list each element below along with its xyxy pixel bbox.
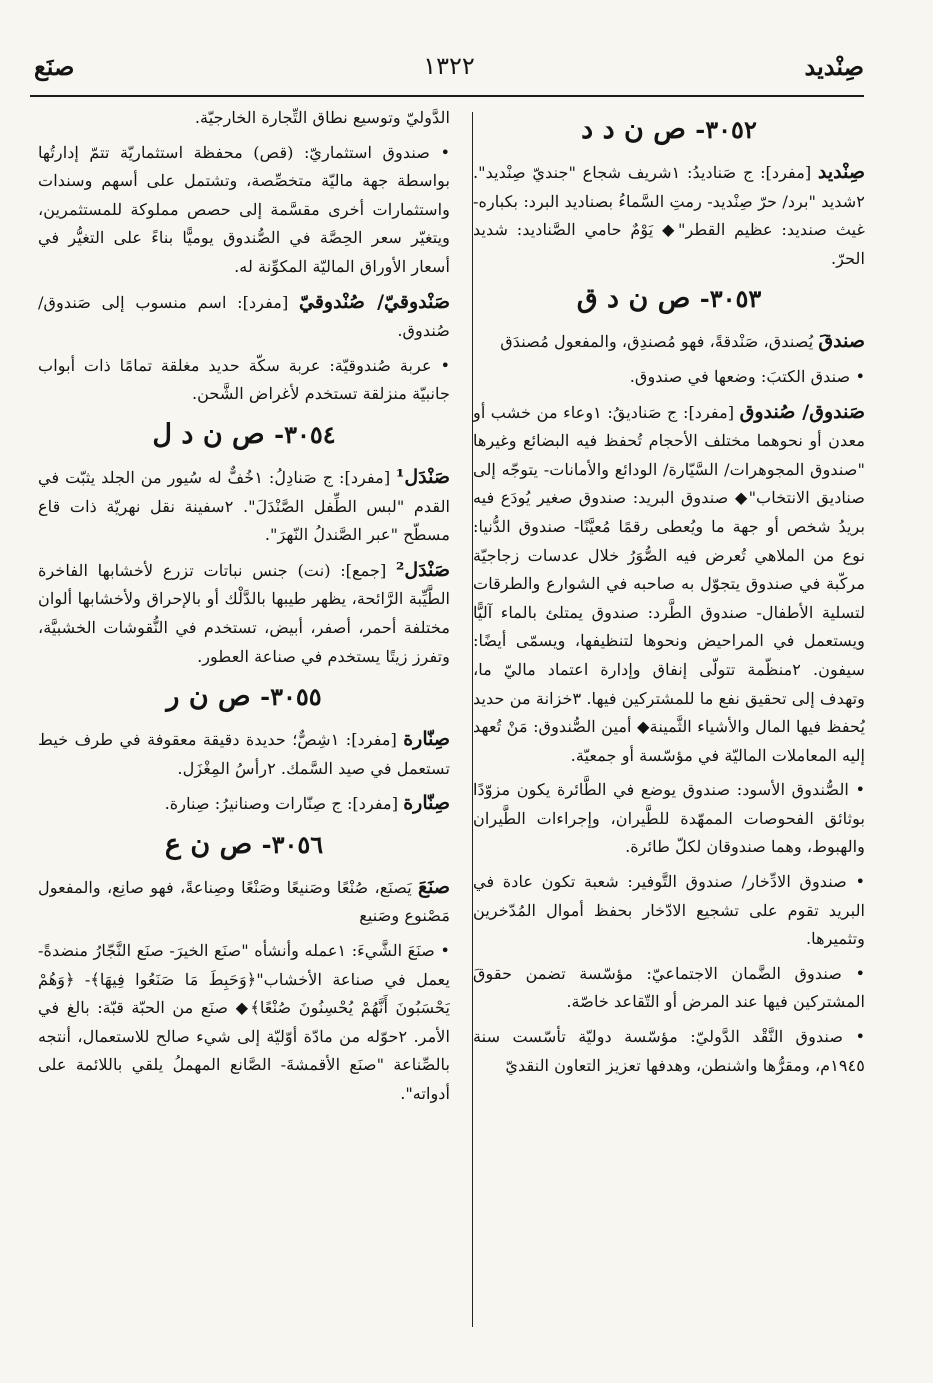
root-letters: ص ن د د [581, 114, 686, 145]
dictionary-entry [38, 288, 450, 346]
root-letters: ص ن د ل [152, 418, 265, 450]
root-number: ٣٠٥٢- [695, 115, 757, 144]
entry-definition: يُصندق، صَنْدقةً، فهو مُصندِق، والمفعول مُصندَق [500, 332, 819, 352]
root-letters: ص ن د ق [576, 283, 691, 315]
entry-definition: [مفرد]: ج صَناديقُ: ١وعاء من خشب أو معدن أو نحوهما مختلف الأحجام تُحفظ فيه البضائع وغيرها "صندوق المجوهرات/ السَّيّارة/ الودائع والأمانات- يتوجّه إلى صناديق الانتخاب"◆ صندوق البريد: صندوق صغير يُودَع فيه بريدُ شخص أو جهة ما ويُعطى رقمًا مُعيَّنًا- صندوق الدُّنيا: نوع من الملاهي تُعرض فيه الصُّوَرُ خلال عدسات زجاجيّة مركّبة في صندوق يتجوّل به صاحبه في الشوارع والطرقات لتسلية الأطفال- صندوق الطَّرد: صندوق يمتلئ بالماء آليًّا ويستعمل في المراحيض ونحوها لتنظيفها، ويسمّى أيضًا: سيفون. ٢منظّمة تتولّى إنفاق وإدارة اعتماد ماليّ ما، وتهدف إلى تحقيق نفع ما للمشتركين فيها. ٣خزانة من حديد يُحفظ فيها المال والأشياء الثَّمينة◆ أمين الصُّندوق: مَنْ تُعهد إليه المعاملات الماليّة في مؤسّسة أو جمعيّة. [473, 402, 865, 765]
entry-definition: [مفرد]: ج صِنّارات وصنانيرُ: صِنارة. [164, 794, 404, 814]
sub-entry: • صندوق الادِّخار/ صندوق التَّوفير: شعبة تكون عادة في البريد تقوم على تشجيع الادّخار بحفظ أموال المُدّخرين وتثميرها. [473, 872, 865, 949]
sub-entry: • عربة صُندوقيّة: عربة سكّة حديد مغلقة تمامًا ذات أبواب جانبيّة منزلقة تستخدم لأغراض الشَّحن. [38, 355, 450, 404]
root-letters: ص ن ر [166, 681, 251, 713]
dictionary-entry [38, 463, 450, 550]
entry-definition: [مفرد]: ١شِصٌّ؛ حديدة دقيقة معقوفة في طرف خيط تستعمل في صيد السَّمك. ٢رأسُ المِغْزَل. [38, 730, 450, 778]
root-heading [38, 827, 450, 863]
root-number: ٣٠٥٥- [260, 682, 322, 712]
entry-headword: صَنْدَل² [396, 558, 450, 581]
sub-entry: • صندوق استثماريّ: (قص) محفظة استثماريّة تتمّ إدارتُها بواسطة جهة ماليّة متخصِّصة، وتشتمل على أسهم وسندات واستثمارات أخرى مقسَّمة إلى حصص مملوكة للمستثمرين، ويتغيّر سعر الحِصَّة في الصُّندوق يوميًّا بناءً على التغيُّر في أسعار الأوراق الماليّة المكوِّنة له. [38, 142, 450, 276]
dictionary-entry [38, 789, 450, 819]
entry-headword: صنَعَ [418, 875, 450, 898]
running-headword-first: صِنْديد [804, 52, 864, 81]
dictionary-entry [38, 873, 450, 931]
dictionary-entry [473, 398, 865, 771]
entry-headword: صِنْديد [817, 161, 865, 183]
root-heading [38, 679, 450, 715]
left-column [38, 104, 450, 1115]
entry-headword: صَندوق/ صُندوق [739, 400, 865, 423]
entry-headword: صَنْدَل¹ [396, 465, 450, 488]
page-number: ١٣٢٢ [423, 52, 475, 80]
sub-entry: • صنَعَ الشَّيءَ: ١عمله وأنشأه "صنَع الخيرَ- صنَع النَّجّارُ منضدةً- يعمل في صناعة الأخشاب"﴿وَحَبِطَ مَا صَنَعُوا فِيهَا﴾- ﴿وَهُمْ يَحْسَبُونَ أَنَّهُمْ يُحْسِنُونَ صُنْعًا﴾◆ صنَع من الحبّة قبّة: بالغ في الأمر. ٢حوّله من مادّة أوّليّة إلى شيء صالح للاستعمال، أنتجه بالصِّناعة "صنَع الأقمشةَ- الصَّانع المهملُ يلقي باللائمة على أدواته". [38, 941, 451, 1104]
right-column [473, 104, 865, 1086]
root-heading [38, 417, 450, 453]
root-number: ٣٠٥٤- [274, 419, 336, 449]
root-number: ٣٠٥٣- [699, 284, 762, 314]
entry-definition: [مفرد]: ج صَناديدُ: ١شريف شجاع "جنديّ صِنْديد". ٢شديد "برد/ حرّ صِنْديد- رمتِ السَّماءُ بصناديد البرد: بكباره- غيث صنديد: عظيم القطر"◆ يَوْمٌ حامي الصَّناديد: شديد الحرّ. [473, 163, 865, 268]
dictionary-entry [473, 158, 865, 273]
sub-entry: • صندوق النَّقْد الدَّوليّ: مؤسّسة دوليّة تأسّست سنة ١٩٤٥م، ومقرُّها واشنطن، وهدفها تعزيز التعاون النقديّ [473, 1027, 865, 1075]
sub-entry: • صندق الكتبَ: وضعها في صندوق. [629, 366, 865, 386]
root-heading [473, 112, 865, 148]
entry-headword: صَنْدوقيّ/ صُنْدوقيّ [299, 290, 450, 313]
entry-definition: يَصنَع، صُنْعًا وصَنيعًا وصَنْعًا وصِناعةً، فهو صانِع، والمفعول مَصْنوع وصَنيع [38, 877, 450, 926]
dictionary-entry [38, 556, 450, 671]
sub-entry: • الصُّندوق الأسود: صندوق يوضع في الطَّائرة يكون مزوّدًا بوثائق الفحوصات الممهّدة للطَّيران، وإجراءات الطَّيران والهبوط، وهما صندوقان لكلّ طائرة. [473, 780, 865, 857]
entry-headword: صِنّارة [403, 792, 450, 815]
dictionary-entry [38, 725, 450, 783]
root-number: ٣٠٥٦- [261, 829, 324, 859]
dictionary-entry [473, 327, 865, 357]
entry-headword: صندقَ [818, 330, 865, 353]
entry-definition: [مفرد]: اسم منسوب إلى صَندوق/ صُندوق. [38, 292, 450, 341]
root-heading [473, 281, 865, 317]
root-letters: ص ن ع [164, 828, 253, 860]
entry-continuation: الدَّوليّ وتوسيع نطاق التِّجارة الخارجيّة. [194, 108, 450, 127]
sub-entry: • صندوق الضَّمان الاجتماعيّ: مؤسّسة تضمن حقوقَ المشتركين فيها عند المرض أو التّقاعد خاصّة. [473, 963, 865, 1012]
running-headword-last: صنَع [34, 52, 75, 81]
entry-headword: صِنّارة [403, 728, 450, 751]
header-rule [30, 95, 864, 97]
entry-definition: [جمع]: (نت) جنس نباتات تزرع لأخشابها الفاخرة الطَّيِّبة الرَّائحة، يظهر طيبها بالدَّلْك أو بالإحراق ولأخشابها ألوان مختلفة أحمر، أصفر، أبيض، تستخدم في النُّقوشات الخشبيَّة، وتفرز زيتًا يستخدم في صناعة العطور. [38, 560, 450, 666]
entry-definition: [مفرد]: ج صَنادِلُ: ١خُفٌّ له سُيور من الجلد يثبّت في القدم "لبس الطِّفل الصَّنْدَلَ". ٢سفينة نقل نهريّة ذات قاع مسطّح "عبر الصَّندلُ النّهرَ". [38, 467, 450, 545]
page-header [34, 52, 864, 94]
